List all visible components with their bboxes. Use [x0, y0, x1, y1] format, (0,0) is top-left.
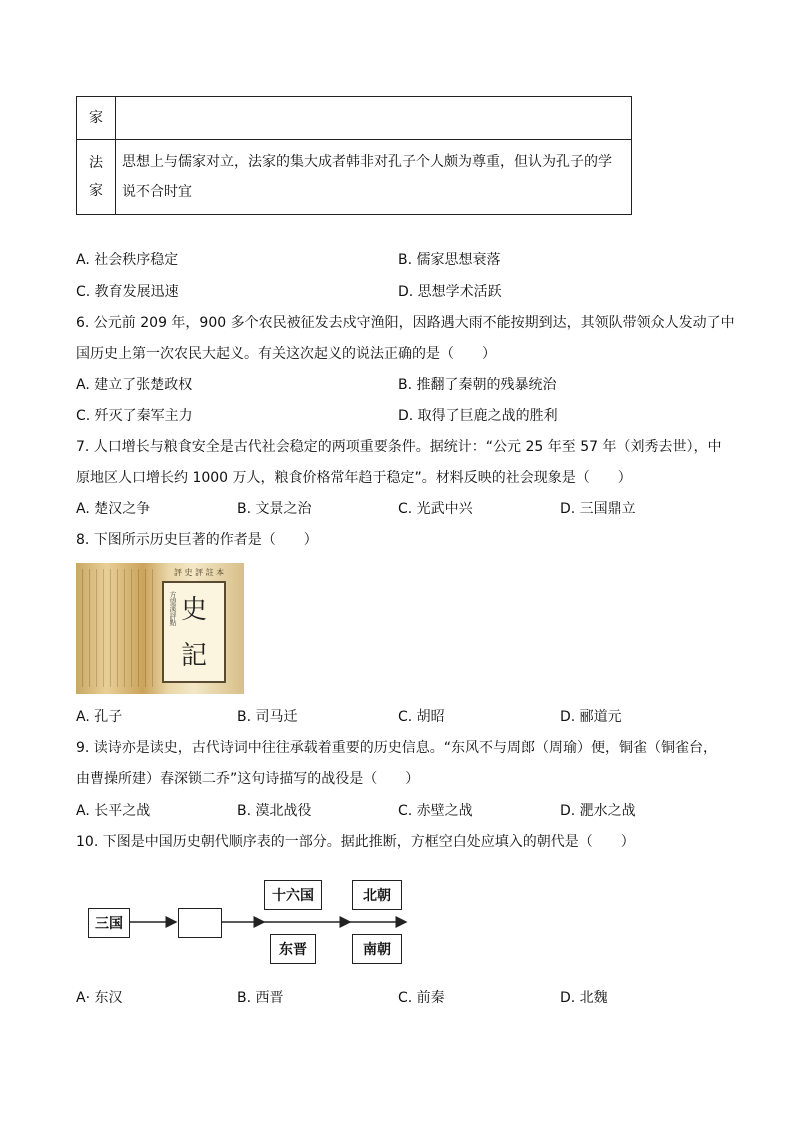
q8-stem-line: 8. 下图所示历史巨著的作者是（ ） — [76, 532, 318, 548]
q5-option-d[interactable]: D. 思想学术活跃 — [398, 284, 502, 300]
q5-option-c[interactable]: C. 教育发展迅速 — [76, 284, 179, 300]
book-title-char: 記 — [180, 641, 207, 671]
q7-option-c[interactable]: C. 光武中兴 — [398, 501, 473, 517]
q10-option-a[interactable]: A· 东汉 — [76, 990, 123, 1006]
q8-option-b[interactable]: B. 司马迁 — [237, 709, 298, 725]
q9-option-b[interactable]: B. 漠北战役 — [237, 803, 312, 819]
q7-option-b[interactable]: B. 文景之治 — [237, 501, 312, 517]
table-key-cell: 家 — [77, 97, 116, 140]
q10-option-b[interactable]: B. 西晋 — [237, 990, 284, 1006]
q10-option-d[interactable]: D. 北魏 — [560, 990, 608, 1006]
table-key-line: 家 — [89, 183, 103, 199]
q7-option-a[interactable]: A. 楚汉之争 — [76, 501, 151, 517]
q6-option-c[interactable]: C. 歼灭了秦军主力 — [76, 408, 193, 424]
q9-option-d[interactable]: D. 淝水之战 — [560, 803, 636, 819]
q6-stem-line: 6. 公元前 209 年，900 多个农民被征发去戍守渔阳，因路遇大雨不能按期到达，其领队带领众人发动了中 — [76, 315, 735, 331]
q9-option-c[interactable]: C. 赤壁之战 — [398, 803, 473, 819]
dynasty-box-blank[interactable] — [178, 908, 222, 938]
table-row — [77, 140, 632, 215]
q5-option-a[interactable]: A. 社会秩序稳定 — [76, 252, 179, 268]
dynasty-box-sixteen-kingdoms: 十六国 — [264, 880, 322, 910]
book-title-char: 史 — [180, 595, 207, 625]
table-key-cell — [77, 140, 116, 215]
book-text-lines — [82, 569, 154, 687]
q5-option-b[interactable]: B. 儒家思想衰落 — [398, 252, 501, 268]
q7-option-d[interactable]: D. 三国鼎立 — [560, 501, 636, 517]
q7-stem-line: 7. 人口增长与粮食安全是古代社会稳定的两项重要条件。据统计：“公元 25 年至 57 年（刘秀去世），中 — [76, 439, 722, 455]
book-cover-caption: 評 史 評 註 本 — [174, 568, 225, 577]
q6-option-d[interactable]: D. 取得了巨鹿之战的胜利 — [398, 408, 558, 424]
q7-stem-line: 原地区人口增长约 1000 万人，粮食价格常年趋于稳定”。材料反映的社会现象是（ ） — [76, 470, 632, 486]
table-value-cell — [116, 97, 632, 140]
dynasty-box-start: 三国 — [88, 908, 130, 938]
table-key-line: 法 — [89, 155, 103, 171]
table-row — [77, 97, 632, 140]
q8-option-c[interactable]: C. 胡昭 — [398, 709, 445, 725]
shiji-book-photo — [76, 563, 244, 694]
q9-stem-line: 9. 读诗亦是读史，古代诗词中往往承载着重要的历史信息。“东风不与周郎（周瑜）便，铜雀（铜雀台， — [76, 740, 718, 756]
q6-option-a[interactable]: A. 建立了张楚政权 — [76, 377, 193, 393]
dynasty-sequence-diagram — [84, 874, 414, 970]
book-label-small-text: 方望溪評點 — [169, 591, 177, 626]
q8-option-d[interactable]: D. 郦道元 — [560, 709, 622, 725]
q9-option-a[interactable]: A. 长平之战 — [76, 803, 151, 819]
q10-option-c[interactable]: C. 前秦 — [398, 990, 445, 1006]
dynasty-box-northern: 北朝 — [352, 880, 402, 910]
q6-option-b[interactable]: B. 推翻了秦朝的残暴统治 — [398, 377, 557, 393]
q6-stem-line: 国历史上第一次农民大起义。有关这次起义的说法正确的是（ ） — [76, 346, 496, 362]
q10-stem-line: 10. 下图是中国历史朝代顺序表的一部分。据此推断，方框空白处应填入的朝代是（ ） — [76, 834, 635, 850]
table-value-cell: 思想上与儒家对立，法家的集大成者韩非对孔子个人颇为尊重，但认为孔子的学说不合时宜 — [116, 140, 632, 215]
q9-stem-line: 由曹操所建）春深锁二乔”这句诗描写的战役是（ ） — [76, 771, 420, 787]
book-title-label — [162, 581, 226, 683]
q8-option-a[interactable]: A. 孔子 — [76, 709, 123, 725]
dynasty-box-southern: 南朝 — [352, 934, 402, 964]
school-thought-table — [76, 96, 632, 215]
dynasty-box-eastern-jin: 东晋 — [270, 934, 316, 964]
